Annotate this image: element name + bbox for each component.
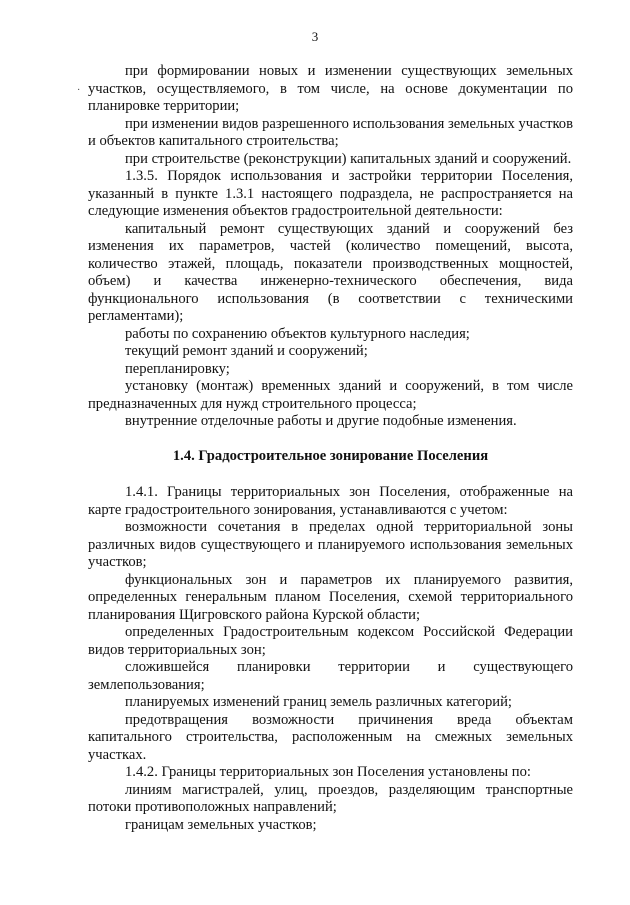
paragraph: при строительстве (реконструкции) капитальных зданий и сооружений. — [125, 150, 572, 167]
paragraph: предотвращения возможности причинения вреда объектам капитального строительства, расположенным на смежных земельных участках. — [88, 711, 573, 763]
paragraph: капитальный ремонт существующих зданий и сооружений без изменения их параметров, частей (количество помещений, высота, количество этажей, площадь, показатели производственных мощностей, объем) и качества инженерно-технического обеспечения, вида функционального использования (в соответствии с техническими регламентами); — [88, 220, 573, 324]
section-heading: 1.4. Градостроительное зонирование Поселения — [172, 447, 489, 464]
paragraph: возможности сочетания в пределах одной территориальной зоны различных видов существующего и планируемого использования земельных участков; — [88, 519, 573, 570]
paragraph: функциональных зон и параметров их планируемого развития, определенных генеральным планом Поселения, схемой территориального планирования Щигровского района Курской области; — [88, 571, 573, 623]
paragraph: перепланировку; — [125, 360, 230, 377]
paragraph: при формировании новых и изменении существующих земельных участков, осуществляемого, в том числе, на основе документации по планировке территории; — [88, 63, 573, 114]
paragraph: границам земельных участков; — [125, 816, 317, 833]
paragraph: 1.4.1. Границы территориальных зон Поселения, отображенные на карте градостроительного зонирования, устанавливаются с учетом: — [88, 484, 573, 518]
paragraph: планируемых изменений границ земель различных категорий; — [125, 694, 512, 710]
paragraph: работы по сохранению объектов культурного наследия; — [125, 325, 470, 342]
paragraph: при изменении видов разрешенного использования земельных участков и объектов капитального строительства; — [88, 115, 573, 149]
paragraph: установку (монтаж) временных зданий и сооружений, в том числе предназначенных для нужд строительного процесса; — [88, 378, 573, 412]
stray-mark: · — [77, 85, 81, 96]
paragraph: 1.4.2. Границы территориальных зон Поселения установлены по: — [125, 764, 531, 780]
document-body — [88, 63, 573, 834]
paragraph: текущий ремонт зданий и сооружений; — [125, 343, 368, 359]
paragraph: сложившейся планировки территории и существующего землепользования; — [88, 659, 573, 693]
paragraph: определенных Градостроительным кодексом Российской Федерации видов территориальных зон; — [88, 624, 573, 658]
page-number: 3 — [311, 29, 319, 44]
paragraph: 1.3.5. Порядок использования и застройки территории Поселения, указанный в пункте 1.3.1 настоящего подраздела, не распространяется на следующие изменения объектов градостроительной деятельности: — [88, 168, 573, 219]
paragraph: линиям магистралей, улиц, проездов, разделяющим транспортные потоки противоположных направлений; — [88, 781, 573, 815]
paragraph: внутренние отделочные работы и другие подобные изменения. — [125, 413, 517, 429]
